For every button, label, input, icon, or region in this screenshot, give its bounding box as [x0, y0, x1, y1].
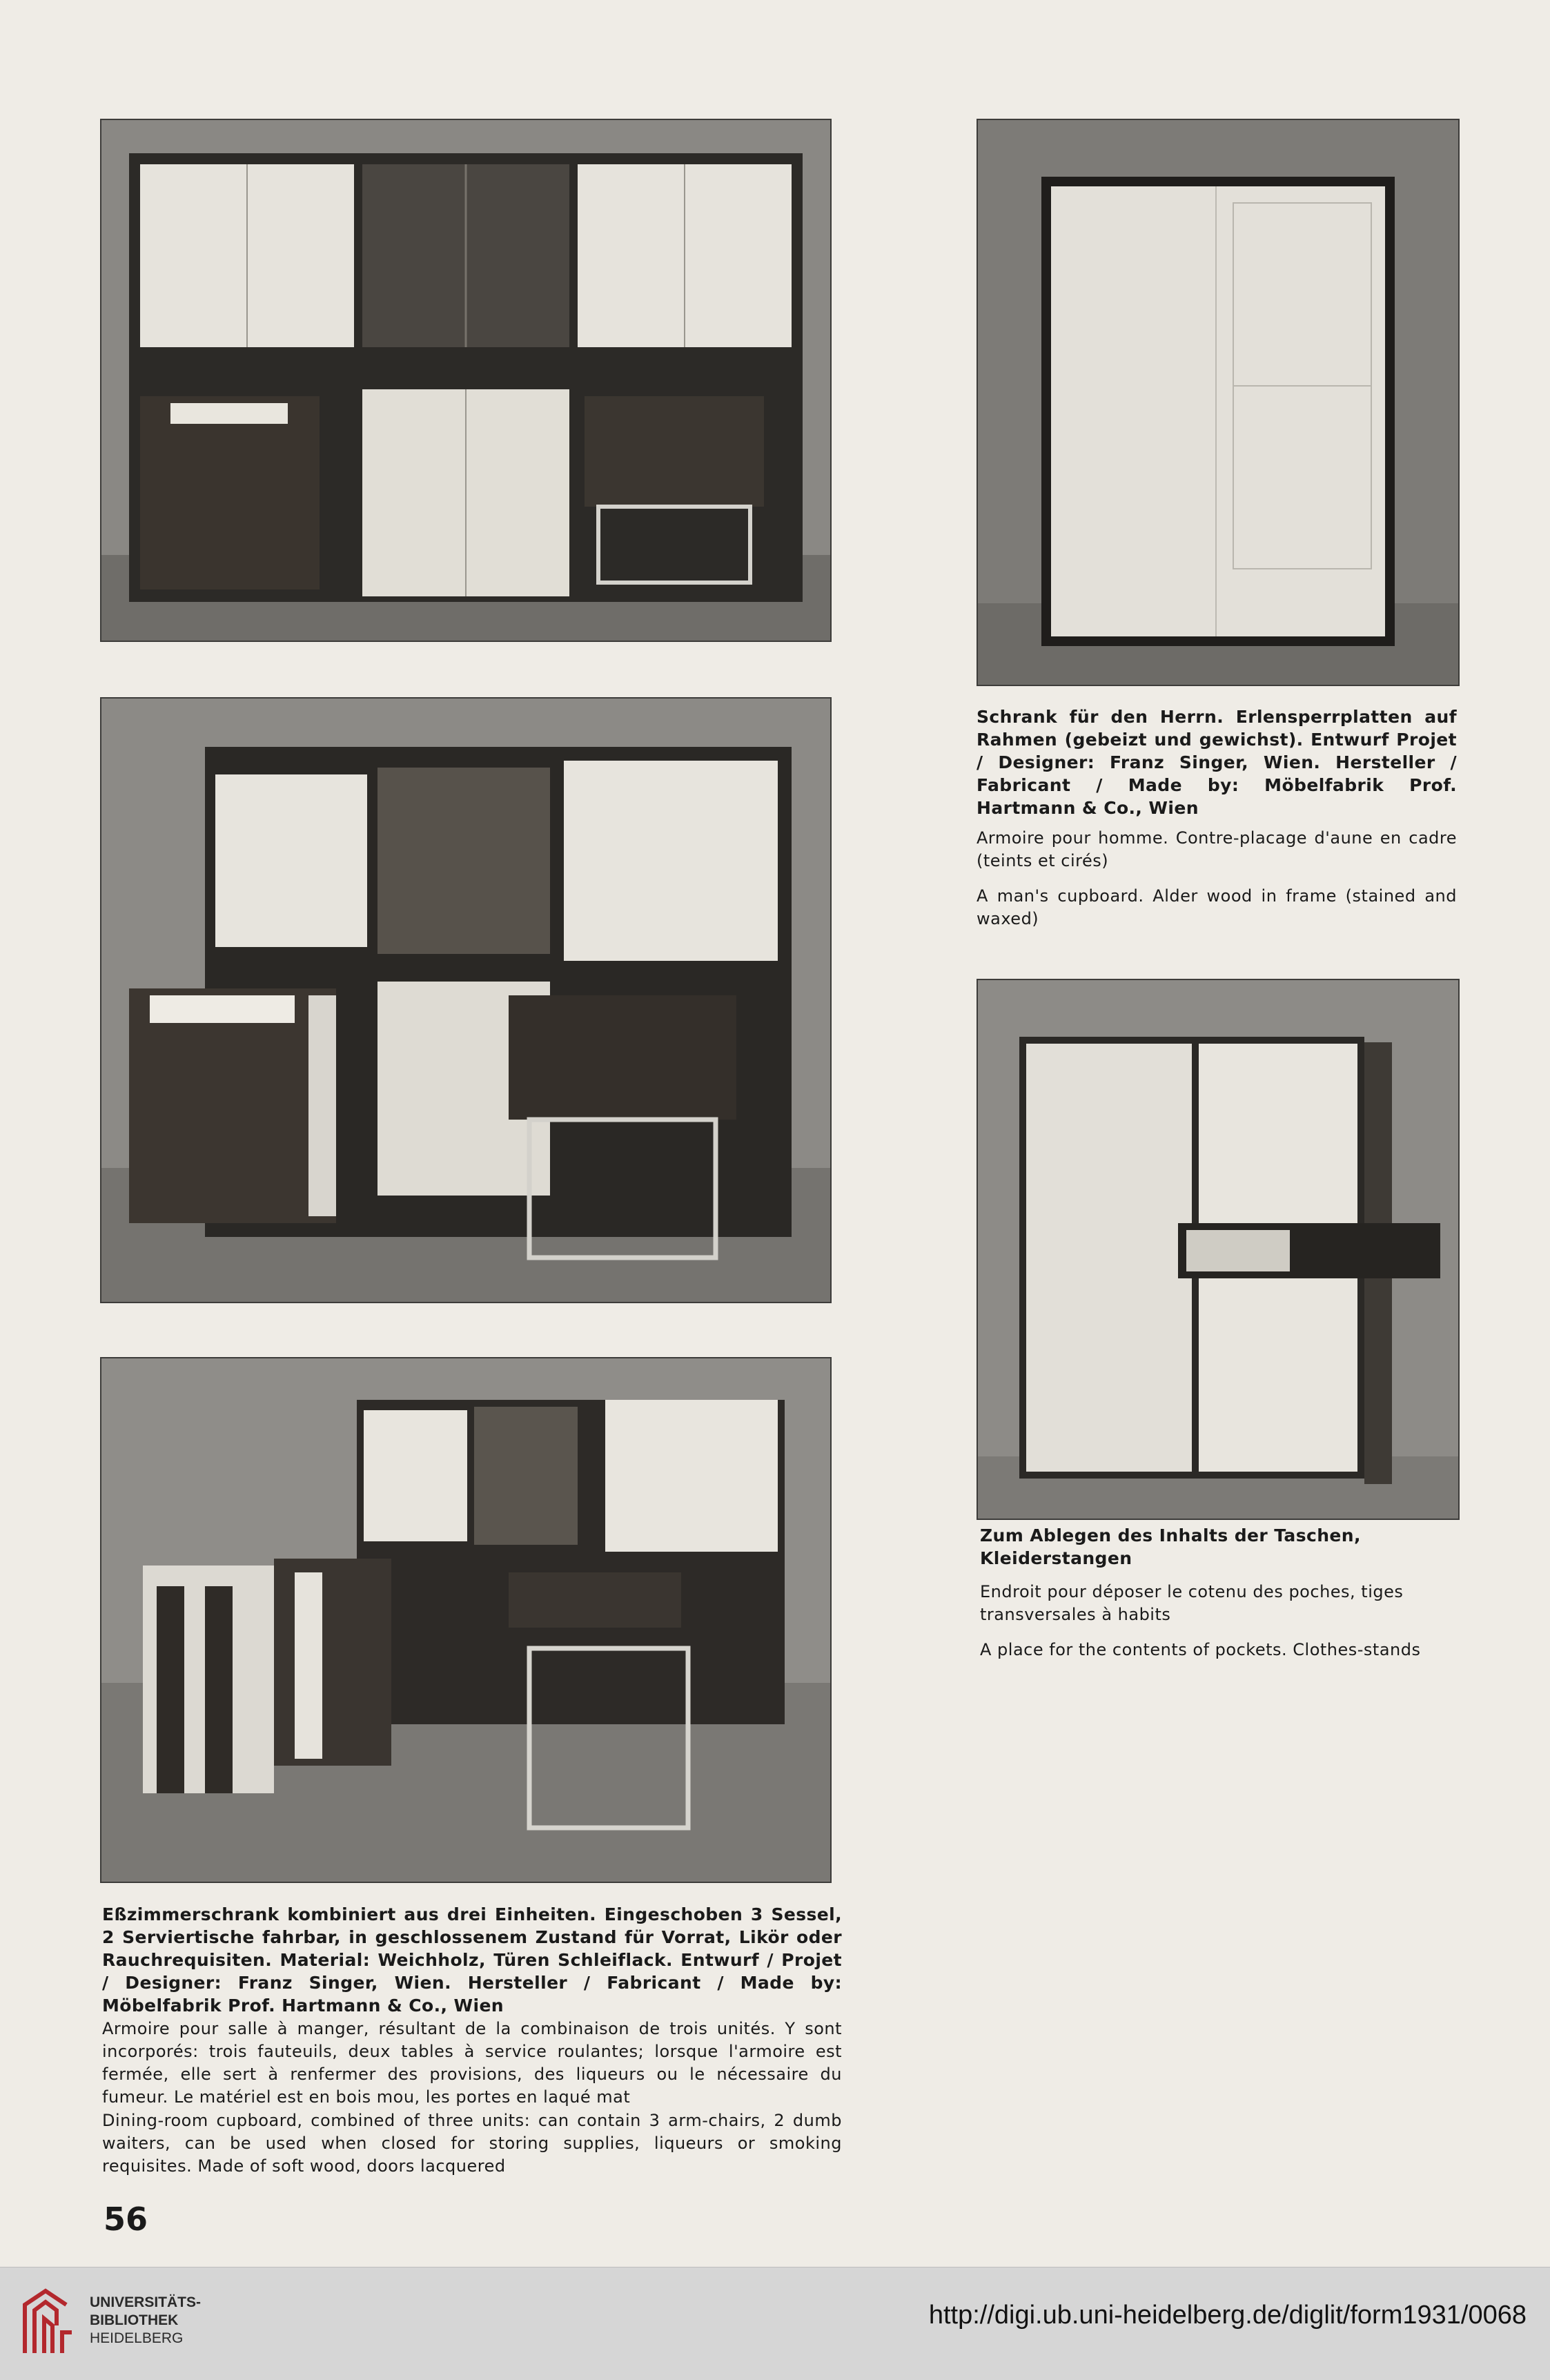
caption-mans-cupboard-german: Schrank für den Herrn. Erlensperrplatten auf Rahmen (gebeizt und gewichst). Entwurf Projet / Designer: Franz Singer, Wien. Hersteller / Fabricant / Made by: Möbelfabrik Prof. Hartmann & Co., Wien: [977, 707, 1457, 818]
caption-mans-cupboard-english: A man's cupboard. Alder wood in frame (stained and waxed): [977, 886, 1457, 928]
caption-dining-german: Eßzimmerschrank kombiniert aus drei Einheiten. Eingeschoben 3 Sessel, 2 Serviertische fahrbar, in geschlossenem Zustand für Vorrat, Likör oder Rauchrequisiten. Material: Weichholz, Türen Schleiflack. Entwurf / Projet / Designer: Franz Singer, Wien. Hersteller / Fabricant / Made by: Möbelfabrik Prof. Hartmann & Co., Wien: [102, 1904, 842, 2016]
photo-dining-cupboard-angle: [100, 697, 832, 1303]
source-url-link[interactable]: http://digi.ub.uni-heidelberg.de/diglit/form1931/0068: [928, 2301, 1527, 2330]
photo-mans-cupboard-drawer: [977, 979, 1460, 1520]
photo-dining-cupboard-open: [100, 119, 832, 642]
library-logo-text: [90, 2294, 201, 2348]
logo-line-3: HEIDELBERG: [90, 2330, 184, 2346]
photo-dining-armchairs: [100, 1357, 832, 1883]
caption-pockets-english: A place for the contents of pockets. Clothes-stands: [980, 1640, 1421, 1659]
caption-pockets-german: Zum Ablegen des Inhalts der Taschen, Kleiderstangen: [980, 1525, 1361, 1568]
logo-line-1: UNIVERSITÄTS-: [90, 2294, 202, 2310]
caption-dining-french: Armoire pour salle à manger, résultant de la combinaison de trois unités. Y sont incorporés: trois fauteuils, deux tables à service roulantes; lorsque l'armoire est fermée, elle sert à renfermer des provisions, des liqueurs ou le nécessaire du fumeur. Le matériel est en bois mou, les portes en laqué mat: [102, 2019, 842, 2107]
library-footer: [0, 2267, 1550, 2380]
caption-dining-english: Dining-room cupboard, combined of three units: can contain 3 arm-chairs, 2 dumb waiters, can be used when closed for storing supplies, liqueurs or smoking requisites. Made of soft wood, doors lacquered: [102, 2111, 842, 2176]
logo-line-2: BIBLIOTHEK: [90, 2312, 179, 2328]
caption-mans-cupboard-french: Armoire pour homme. Contre-placage d'aune en cadre (teints et cirés): [977, 828, 1457, 870]
library-logo-icon: [18, 2284, 79, 2360]
photo-mans-cupboard-closed: [977, 119, 1460, 686]
caption-pockets-french: Endroit pour déposer le cotenu des poches, tiges transversales à habits: [980, 1582, 1404, 1624]
page-number: 56: [104, 2201, 148, 2238]
